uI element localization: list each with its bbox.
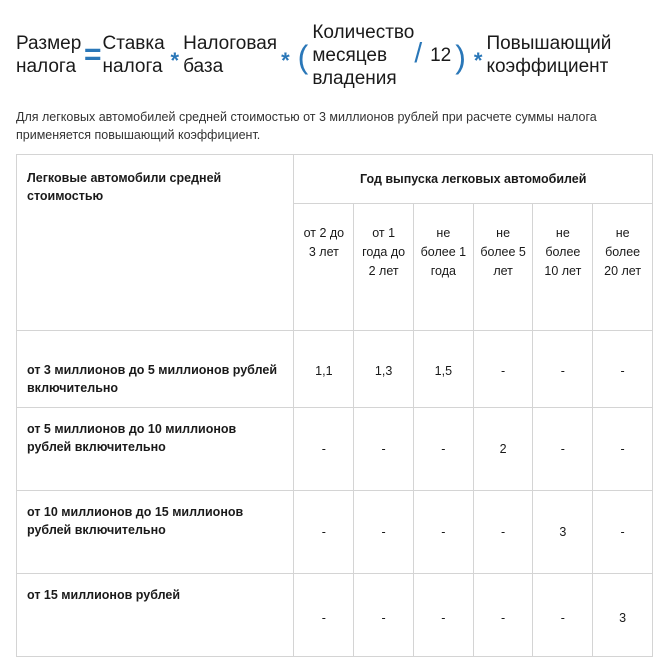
multiply-sign: * (281, 48, 290, 73)
divide-sign: / (414, 37, 423, 68)
table-cell: - (294, 408, 354, 491)
coefficient-note: Для легковых автомобилей средней стоимостью от 3 миллионов рублей при расчете суммы налога применяется повышающий коэффициент. (16, 110, 597, 142)
table-cell: 3 (593, 574, 653, 657)
year-column-header: не более 20 лет (593, 204, 653, 331)
table-cell: - (294, 491, 354, 574)
tax-formula (16, 22, 612, 88)
table-cell: - (354, 491, 414, 574)
table-cell: 3 (533, 491, 593, 574)
equals-sign: = (84, 38, 102, 71)
table-cell: - (413, 491, 473, 574)
year-column-header: не более 1 года (413, 204, 473, 331)
table-row (17, 331, 653, 408)
table-cell: 1,5 (413, 331, 473, 408)
multiply-sign: * (473, 48, 483, 73)
multiply-sign: * (170, 48, 180, 73)
table-cell: - (533, 331, 593, 408)
table-cell: 2 (473, 408, 533, 491)
year-column-header: от 1 года до 2 лет (354, 204, 414, 331)
formula-divisor: 12 (430, 44, 452, 66)
table-cell: - (593, 331, 653, 408)
open-paren: ( (297, 39, 309, 75)
table-row (17, 491, 653, 574)
table-cell: - (473, 331, 533, 408)
table-cell: - (473, 574, 533, 657)
formula-coefficient: Повышающий коэффициент (486, 33, 612, 77)
table-cell: - (533, 574, 593, 657)
table-cell: 1,1 (294, 331, 354, 408)
table-left-header: Легковые автомобили средней стоимостью (17, 155, 294, 331)
formula-tax-base: Налоговая база (183, 33, 278, 77)
formula-tax-amount: Размер налога (16, 33, 82, 77)
table-row (17, 408, 653, 491)
row-label: от 3 миллионов до 5 миллионов рублей включительно (17, 331, 294, 408)
table-cell: - (413, 408, 473, 491)
table-cell: - (294, 574, 354, 657)
table-cell: - (354, 574, 414, 657)
year-column-header: не более 5 лет (473, 204, 533, 331)
table-cell: - (533, 408, 593, 491)
row-label: от 5 миллионов до 10 миллионов рублей включительно (17, 408, 294, 491)
row-label: от 10 миллионов до 15 миллионов рублей включительно (17, 491, 294, 574)
table-cell: - (413, 574, 473, 657)
row-label: от 15 миллионов рублей (17, 574, 294, 657)
coefficient-table (16, 154, 653, 657)
formula-rate: Ставка налога (102, 33, 165, 77)
table-cell: - (354, 408, 414, 491)
table-cell: 1,3 (354, 331, 414, 408)
table-group-header: Год выпуска легковых автомобилей (294, 155, 653, 204)
formula-months: Количество месяцев владения (312, 21, 415, 89)
table-cell: - (473, 491, 533, 574)
table-cell: - (593, 491, 653, 574)
table-row (17, 574, 653, 657)
close-paren: ) (455, 39, 466, 75)
year-column-header: от 2 до 3 лет (294, 204, 354, 331)
year-column-header: не более 10 лет (533, 204, 593, 331)
table-cell: - (593, 408, 653, 491)
